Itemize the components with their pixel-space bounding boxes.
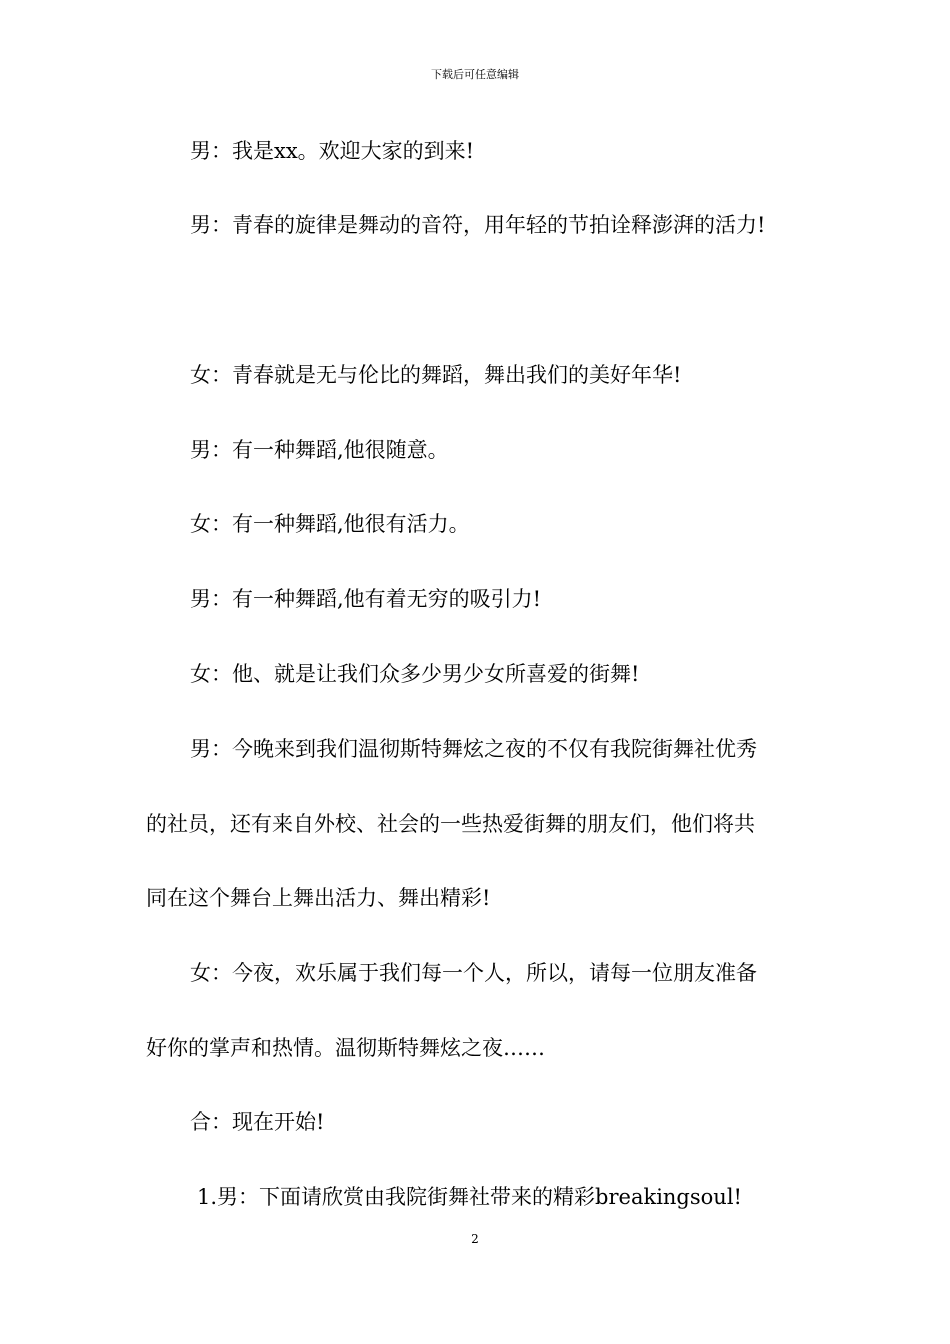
page-number: 2 xyxy=(471,1232,479,1246)
program-item: 1.男：下面请欣赏由我院街舞社带来的精彩breakingsoul! xyxy=(197,1185,742,1209)
dialogue-line: 男：我是xx。欢迎大家的到来! xyxy=(190,139,475,163)
dialogue-line: 女：青春就是无与伦比的舞蹈，舞出我们的美好年华! xyxy=(190,363,682,387)
dialogue-line: 女：今夜，欢乐属于我们每一个人，所以，请每一位朋友准备 xyxy=(190,961,757,985)
dialogue-line: 男：青春的旋律是舞动的音符，用年轻的节拍诠释澎湃的活力! xyxy=(190,213,766,237)
dialogue-line-continuation: 好你的掌声和热情。温彻斯特舞炫之夜…… xyxy=(146,1036,545,1060)
dialogue-line: 女：他、就是让我们众多少男少女所喜爱的街舞! xyxy=(190,662,640,686)
dialogue-line: 男：今晚来到我们温彻斯特舞炫之夜的不仅有我院街舞社优秀 xyxy=(190,737,757,761)
dialogue-line-continuation: 的社员，还有来自外校、社会的一些热爱街舞的朋友们，他们将共 xyxy=(146,812,755,836)
dialogue-line: 男：有一种舞蹈,他有着无穷的吸引力! xyxy=(190,587,542,611)
dialogue-line: 合：现在开始! xyxy=(190,1110,325,1134)
page-header: 下载后可任意编辑 xyxy=(431,68,519,81)
dialogue-line: 女：有一种舞蹈,他很有活力。 xyxy=(190,512,470,536)
dialogue-line: 男：有一种舞蹈,他很随意。 xyxy=(190,438,449,462)
dialogue-line-continuation: 同在这个舞台上舞出活力、舞出精彩! xyxy=(146,886,491,910)
